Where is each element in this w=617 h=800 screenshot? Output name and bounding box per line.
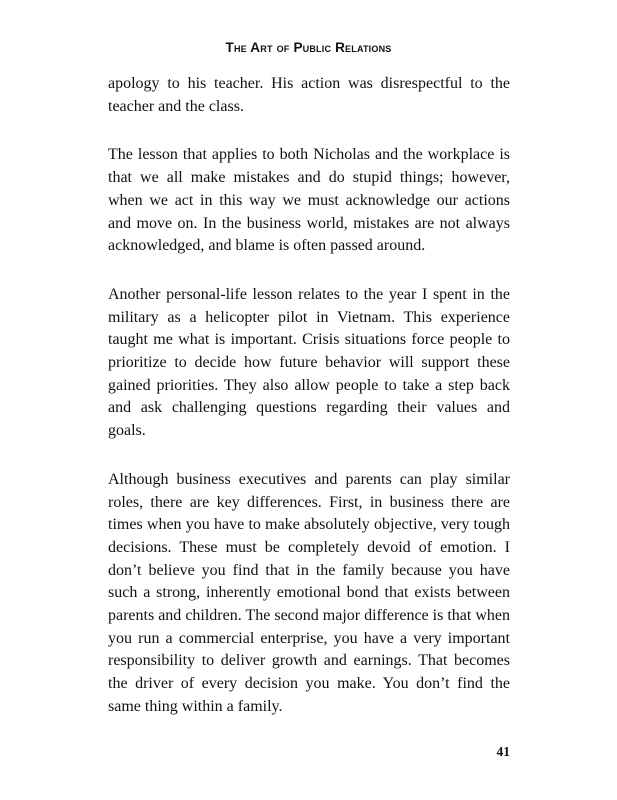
running-head-title: The Art of Public Relations <box>225 40 392 55</box>
paragraph: Another personal-life lesson relates to the year I spent in the military as a helicopter pilot in Vietnam. This experience taught me what is important. Crisis situations force people to prioritize to decide how future behavior will support these gained priorities. They also allow people to take a step back and ask challenging questions regarding their values and goals. <box>108 285 510 440</box>
page-body <box>108 73 510 745</box>
paragraph: Although business executives and parents can play similar roles, there are key differences. First, in business there are times when you have to make absolutely objective, very tough decisions. These must be completely devoid of emotion. I don’t believe you find that in the family because you have such a strong, inherently emotional bond that exists between parents and children. The second major difference is that when you run a commercial enterprise, you have a very important responsibility to deliver growth and earnings. That becomes the driver of every decision you make. You don’t find the same thing within a family. <box>108 470 510 715</box>
paragraph: The lesson that applies to both Nicholas and the workplace is that we all make mistakes and do stupid things; however, when we act in this way we must acknowledge our actions and move on. In the business world, mistakes are not always acknowledged, and blame is often passed around. <box>108 146 510 255</box>
paragraph: apology to his teacher. His action was disrespectful to the teacher and the class. <box>108 75 510 115</box>
page-number: 41 <box>496 744 510 759</box>
